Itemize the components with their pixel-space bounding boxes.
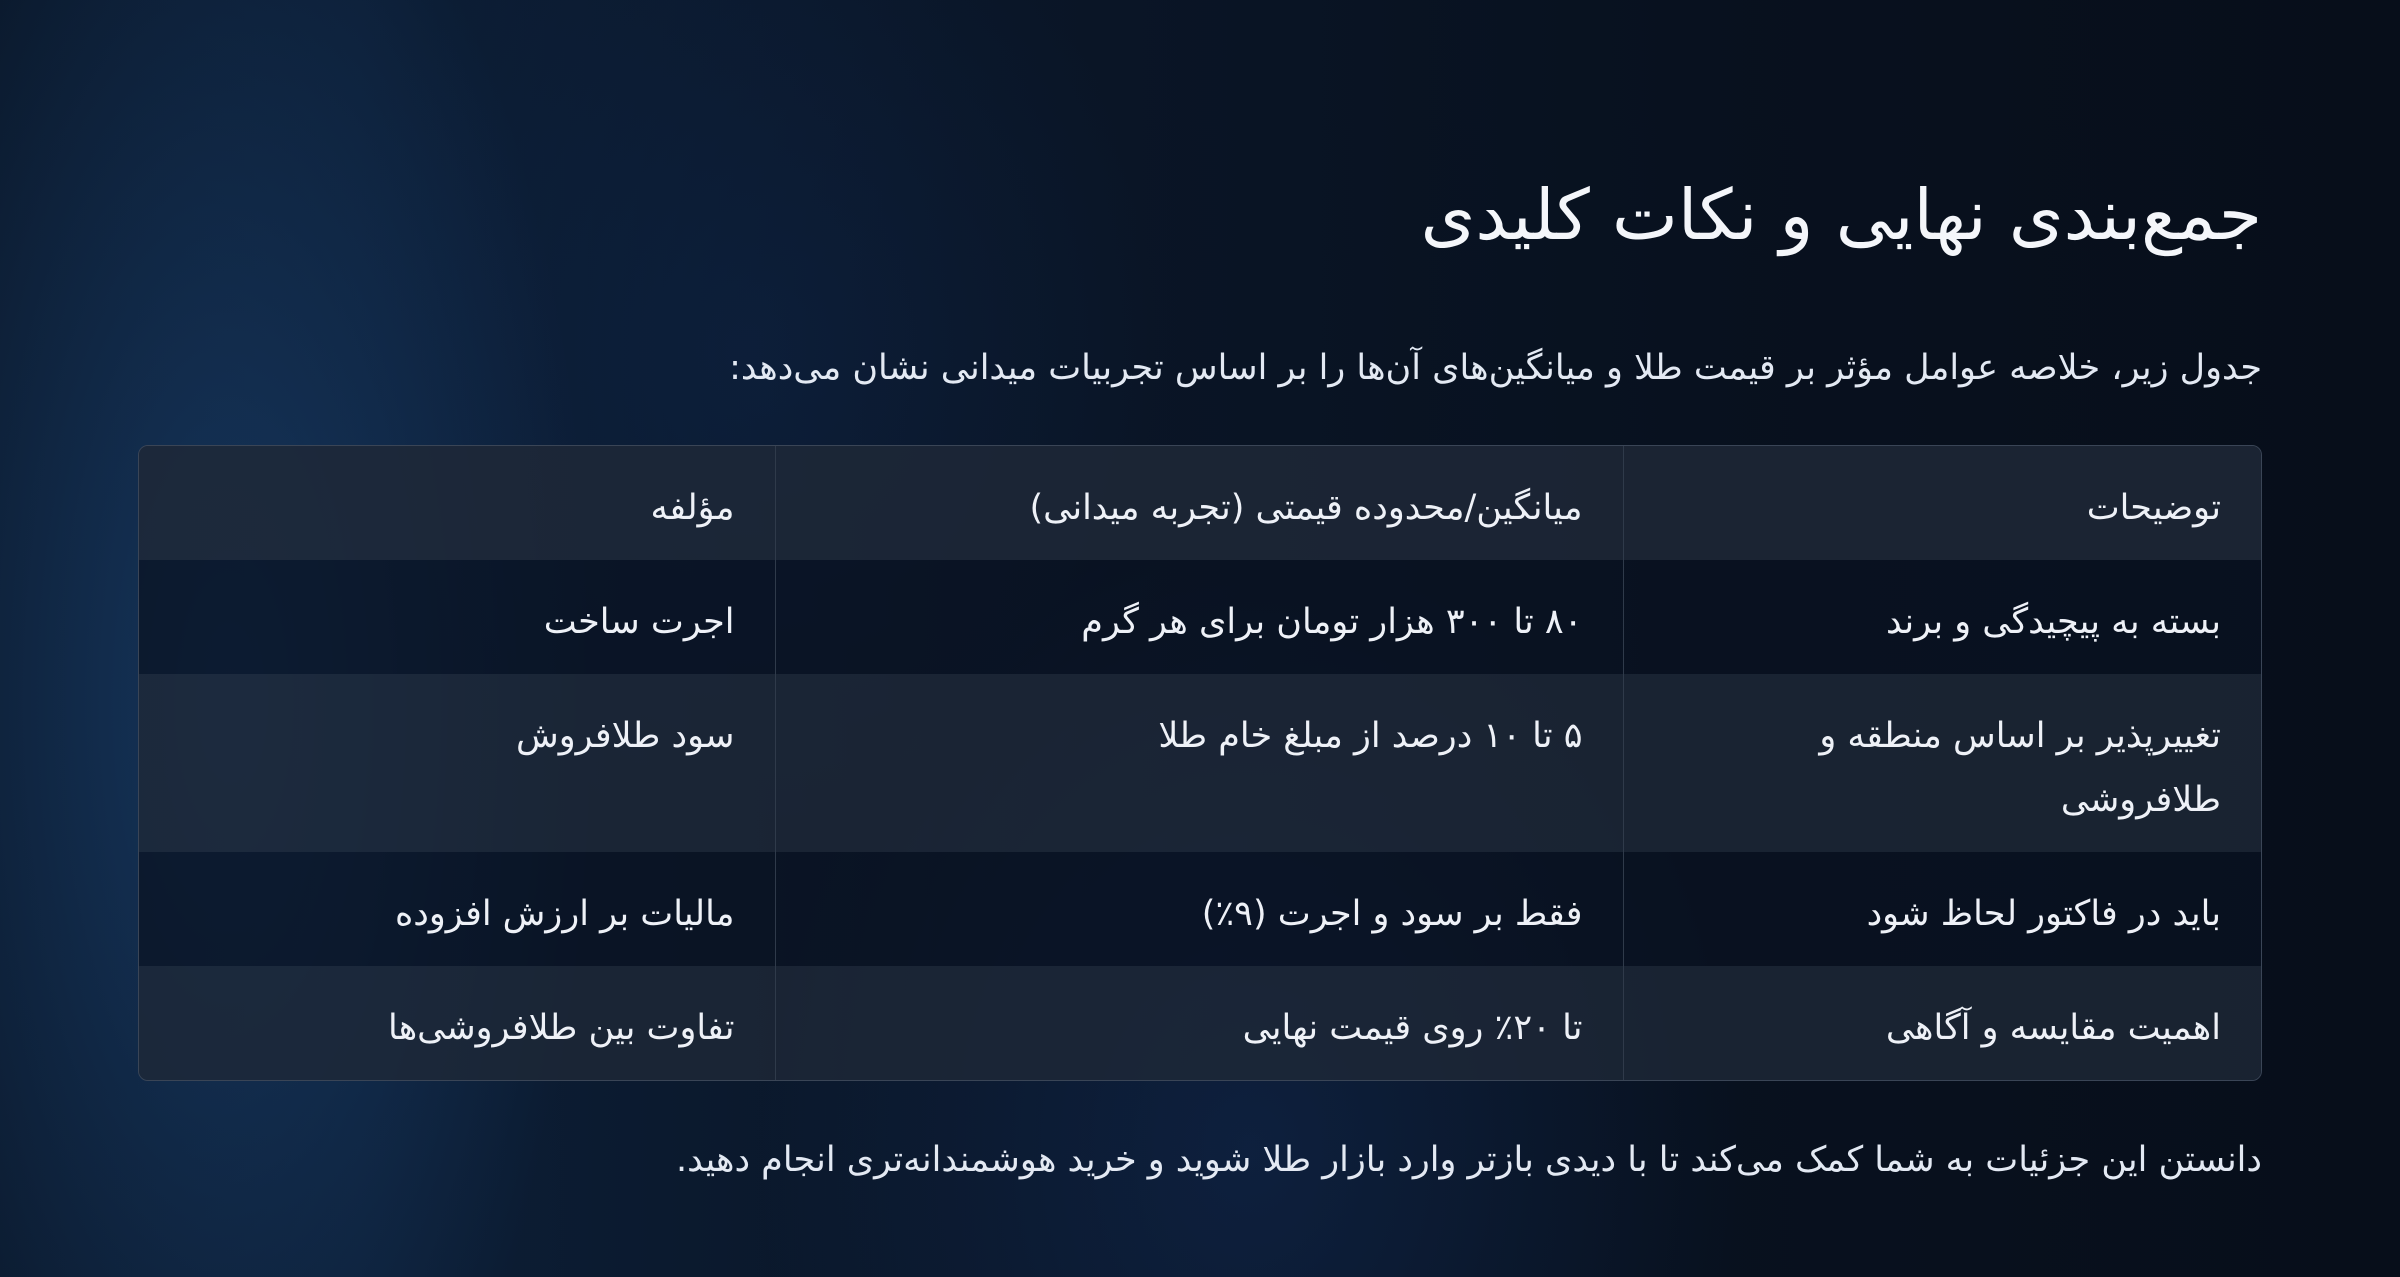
outro-text: دانستن این جزئیات به شما کمک می‌کند تا با دیدی بازتر وارد بازار طلا شوید و خرید هوشمندانه‌تری انجام دهید. [675,1140,2262,1180]
intro-text: جدول زیر، خلاصه عوامل مؤثر بر قیمت طلا و میانگین‌های آن‌ها را بر اساس تجربیات میدانی نشان می‌دهد: [729,348,2262,388]
slide-title: جمع‌بندی نهایی و نکات کلیدی [1420,174,2262,256]
header-component: مؤلفه [650,488,735,528]
table-row [139,674,2261,852]
header-average: میانگین/محدوده قیمتی (تجربه میدانی) [775,446,1623,560]
header-description: توضیحات [1623,446,2261,560]
summary-table [138,445,2262,1081]
cell-description: تغییرپذیر بر اساس منطقه و طلافروشی [1623,674,2261,852]
cell-description: بسته به پیچیدگی و برند [1623,560,2261,674]
table-row [139,560,2261,674]
cell-description: باید در فاکتور لحاظ شود [1623,852,2261,966]
cell-component: مالیات بر ارزش افزوده [394,894,735,934]
table-header-row [139,446,2261,560]
table-row [139,852,2261,966]
cell-average: ۸۰ تا ۳۰۰ هزار تومان برای هر گرم [775,560,1623,674]
cell-description: اهمیت مقایسه و آگاهی [1623,966,2261,1080]
cell-component: سود طلافروش [515,716,735,756]
cell-average: تا ۲۰٪ روی قیمت نهایی [775,966,1623,1080]
cell-component: تفاوت بین طلافروشی‌ها [388,1008,735,1048]
cell-average: ۵ تا ۱۰ درصد از مبلغ خام طلا [775,674,1623,852]
cell-component: اجرت ساخت [543,602,735,642]
slide [138,0,2262,1277]
cell-average: فقط بر سود و اجرت (۹٪) [775,852,1623,966]
table-row [139,966,2261,1080]
